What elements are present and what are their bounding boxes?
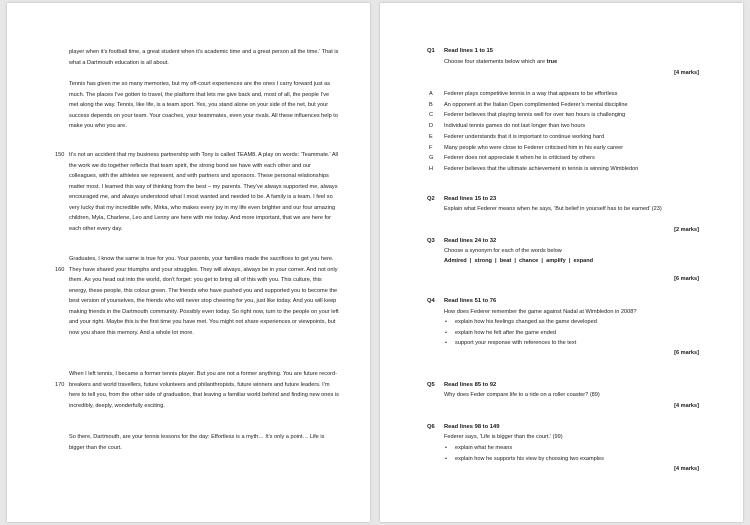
bullet-marker: • xyxy=(445,455,447,462)
word-separator: | xyxy=(514,258,516,264)
statement-text: Federer does not appreciate it when he is criticised by others xyxy=(444,155,595,162)
statement-letter: E xyxy=(429,133,433,140)
synonym-word: strong xyxy=(474,258,492,264)
bullet-marker: • xyxy=(445,445,447,451)
bullet-text: explain what he means xyxy=(455,445,513,451)
question-heading: Read lines 51 to 76 xyxy=(444,298,497,304)
marks-label: [2 marks] xyxy=(674,227,699,233)
question-text: Why does Feder compare life to a ride on a roller coaster? (89) xyxy=(444,392,600,398)
marks-label: [6 marks] xyxy=(674,276,699,282)
marks-label: [4 marks] xyxy=(674,70,699,76)
statement-letter: D xyxy=(429,123,434,130)
question-heading: Read lines 1 to 15 xyxy=(444,48,493,54)
synonym-word-list xyxy=(444,257,593,266)
word-separator: | xyxy=(495,258,497,264)
word-separator: | xyxy=(541,258,543,264)
synonym-word: expand xyxy=(573,258,594,264)
question-number: Q1 xyxy=(427,48,435,54)
passage-paragraph: Tennis has given me so many memories, but my off-court experiences are the ones I carry forward just as much. The places I’ve gotten to travel, the platform that lets me give back and, most of all, the people I’ve met along the way. Tennis, like life, is a team sport. Yes, you stand alone on your side of the net, but your success depends on your team. Your coaches, your teammates, even your rivals. All these influences help to make you who you are. xyxy=(69,81,338,129)
bullet-text: explain how he supports his view by choosing two examples xyxy=(455,455,604,462)
statement-letter: F xyxy=(429,144,433,151)
question-text: Explain what Federer means when he says, ‘But belief in yourself has to be earned’ (23) xyxy=(444,206,662,212)
word-separator: | xyxy=(568,258,571,264)
line-number: 160 xyxy=(55,267,65,273)
question-heading: Read lines 24 to 32 xyxy=(444,238,497,244)
line-number: 170 xyxy=(55,382,65,388)
statement-letter: C xyxy=(429,112,434,119)
statement-text: An opponent at the Italian Open complimented Federer’s mental discipline xyxy=(444,101,628,108)
marks-label: [6 marks] xyxy=(674,350,699,356)
statement-text: Federer understands that it is important to continue working hard xyxy=(444,133,605,140)
statement-text: Federer plays competitive tennis in a way that appears to be effortless xyxy=(444,91,618,97)
statement-letter: A xyxy=(429,91,433,97)
question-number: Q2 xyxy=(427,196,435,202)
statement-text: Individual tennis games do not last longer than two hours xyxy=(444,123,586,130)
bullet-text: support your response with references to the text xyxy=(455,340,577,346)
passage-paragraph: So there, Dartmouth, are your tennis lessons for the day: Effortless is a myth… It’s only a point… Life is bigger than the court. xyxy=(69,434,325,451)
question-number: Q6 xyxy=(427,424,435,430)
statement-letter: H xyxy=(429,165,434,172)
line-number: 150 xyxy=(55,152,65,158)
bullet-text: explain how his feelings changed as the game developed xyxy=(455,319,597,325)
question-text: Choose a synonym for each of the words below xyxy=(444,248,562,254)
question-heading: Read lines 85 to 92 xyxy=(444,382,497,388)
bullet-marker: • xyxy=(445,329,447,336)
statement-text: Federer believes that the ultimate achievement in tennis is winning Wimbledon xyxy=(444,165,639,172)
passage-paragraph: It’s not an accident that my business partnership with Tony is called TEAM8. A play on words: ‘Teammate.’ All the work we do together reflects that team spirit, the strong bond we have with each other and our colleagues, with the athletes we represent, and with partners and sponsors. These personal relationships matter most. I learned this way of thinking from the best – my parents. They’ve always supported me, always encouraged me, and always understood what I most wanted and needed to be. A family is a team. I feel so very lucky that my incredible wife, Mirka, who makes every joy in my life even brighter and our four amazing children, Myla, Charlene, Leo and Lenny are here with me today. And more important, that we are here for each other every day. xyxy=(69,152,339,232)
statement-letter: B xyxy=(429,101,433,108)
marks-label: [4 marks] xyxy=(674,466,699,472)
question-text: How does Federer remember the game against Nadal at Wimbledon in 2008? xyxy=(444,309,637,315)
question-number: Q4 xyxy=(427,298,435,304)
statement-letter: G xyxy=(429,155,434,162)
synonym-word: beat xyxy=(499,258,512,264)
statement-text: Federer believes that playing tennis well for over two hours is challenging xyxy=(444,112,626,119)
statement-text: Many people who were close to Federer criticised him in his early career xyxy=(444,144,624,151)
question-text: Choose four statements below which are true xyxy=(444,59,558,65)
emphasis-word: true xyxy=(546,59,558,65)
synonym-word: amplify xyxy=(546,258,566,264)
synonym-word: chance xyxy=(519,258,539,264)
question-heading: Read lines 98 to 149 xyxy=(444,424,500,430)
bullet-text: explain how he felt after the game ended xyxy=(455,329,557,336)
word-separator: | xyxy=(469,258,472,264)
passage-paragraph: When I left tennis, I became a former tennis player. But you are not a former anything. You are future record-breakers and world travellers, future volunteers and philanthropists, future winners and future leaders. I’m here to tell you, from the other side of graduation, that leaving a familiar world behind and finding new ones is incredibly, deeply, wonderfully exciting. xyxy=(69,371,339,409)
passage-page xyxy=(7,3,370,522)
passage-paragraph: Graduates, I know the same is true for you. Your parents, your families made the sacrifices to get you here. They have shared your triumphs and your struggles. They will always, always be in your corner. And not only them. As you head out into the world, don’t forget: you get to bring all of this with you. This culture, this energy, these people, this colour green. The friends who have pushed you and supported you to become the best version of yourselves, the friends who will never stop cheering for you, just like today. And you will keep making friends in the Dartmouth community. Possibly even today. So right now, turn to the people on your left and your right. Maybe this is the first time you have met. You might not share experiences or viewpoints, but now you share this memory. And a whole lot more. xyxy=(69,256,339,336)
bullet-marker: • xyxy=(445,319,447,325)
question-heading: Read lines 15 to 23 xyxy=(444,196,497,202)
question-text: Federer says, ‘Life is bigger than the court.’ (99) xyxy=(444,434,563,440)
questions-page xyxy=(380,3,743,522)
synonym-word: Admired xyxy=(444,258,467,264)
bullet-marker: • xyxy=(445,340,447,346)
marks-label: [4 marks] xyxy=(674,403,699,409)
passage-paragraph: player when it’s football time, a great student when it’s academic time and a great person all the time.’ That is what a Dartmouth education is all about. xyxy=(69,49,339,66)
question-number: Q3 xyxy=(427,238,435,244)
question-number: Q5 xyxy=(427,382,435,388)
